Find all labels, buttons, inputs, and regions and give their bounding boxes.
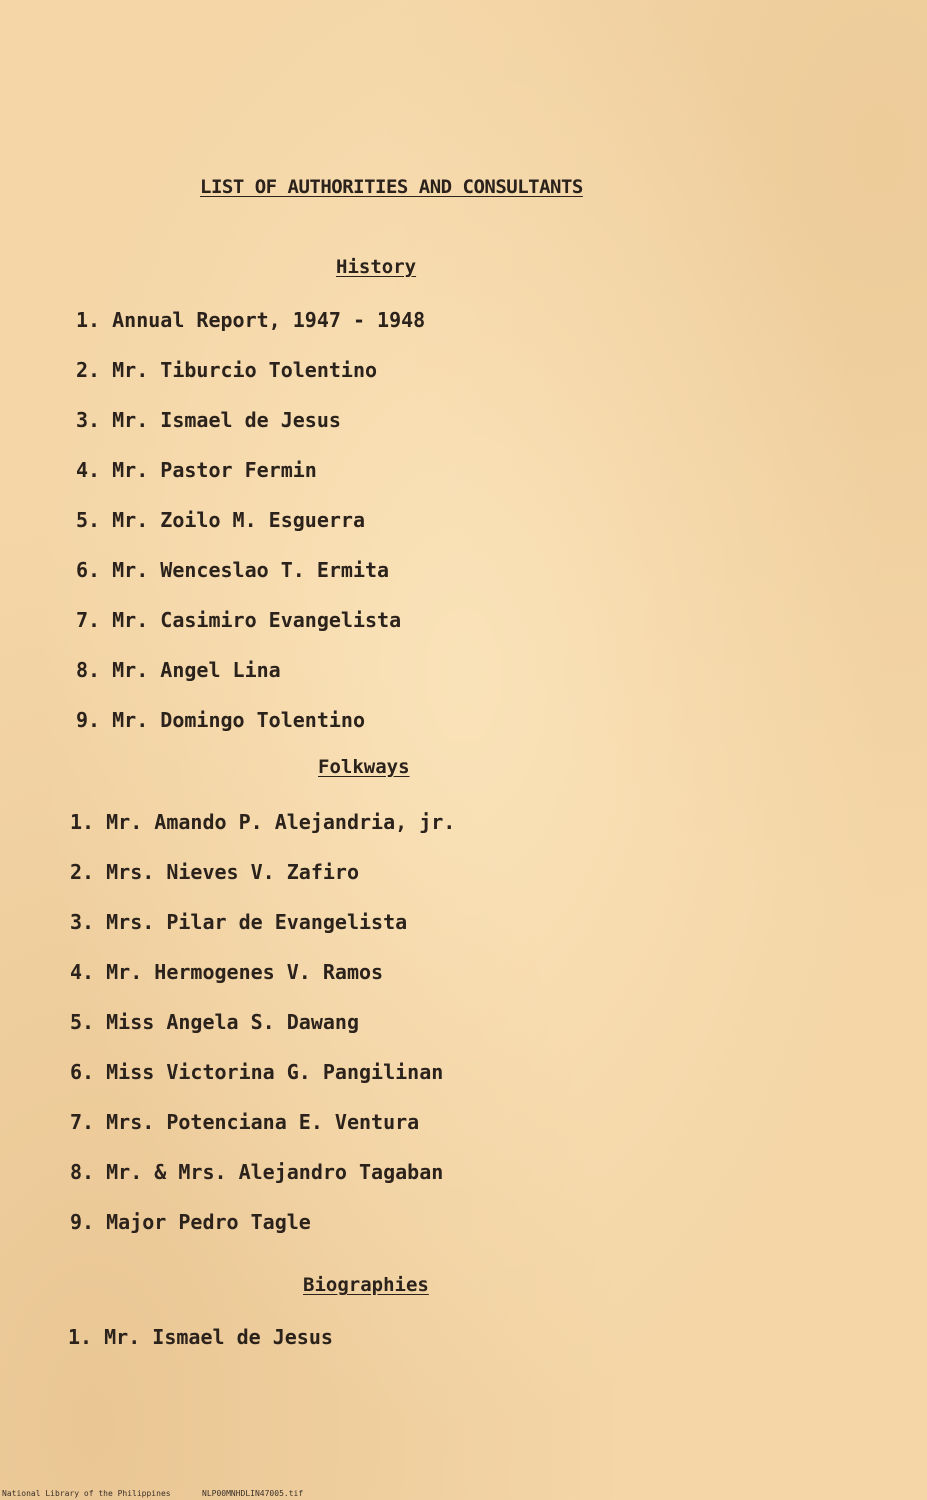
biographies-list (68, 1312, 333, 1362)
section-heading-history: History (336, 256, 417, 278)
history-list (76, 295, 425, 745)
list-item: 4. Mr. Hermogenes V. Ramos (70, 960, 384, 984)
list-item: 8. Mr. & Mrs. Alejandro Tagaban (70, 1160, 444, 1184)
list-item: 1. Annual Report, 1947 - 1948 (76, 308, 426, 332)
list-item: 7. Mr. Casimiro Evangelista (76, 608, 402, 632)
list-item: 1. Mr. Amando P. Alejandria, jr. (70, 810, 456, 834)
list-item: 8. Mr. Angel Lina (76, 658, 281, 682)
footer-filename: NLP00MNHDLIN47005.tif (202, 1489, 304, 1498)
list-item: 2. Mr. Tiburcio Tolentino (76, 358, 378, 382)
list-item: 9. Major Pedro Tagle (70, 1210, 311, 1234)
list-item: 6. Miss Victorina G. Pangilinan (70, 1060, 444, 1084)
list-item: 7. Mrs. Potenciana E. Ventura (70, 1110, 420, 1134)
list-item: 4. Mr. Pastor Fermin (76, 458, 317, 482)
list-item: 6. Mr. Wenceslao T. Ermita (76, 558, 390, 582)
list-item: 5. Mr. Zoilo M. Esguerra (76, 508, 365, 532)
document-title: LIST OF AUTHORITIES AND CONSULTANTS (200, 176, 583, 198)
list-item: 5. Miss Angela S. Dawang (70, 1010, 359, 1034)
list-item: 3. Mr. Ismael de Jesus (76, 408, 341, 432)
list-item: 2. Mrs. Nieves V. Zafiro (70, 860, 359, 884)
scan-footer (0, 1487, 927, 1500)
list-item: 3. Mrs. Pilar de Evangelista (70, 910, 408, 934)
list-item: 1. Mr. Ismael de Jesus (68, 1325, 333, 1349)
section-heading-biographies: Biographies (303, 1274, 429, 1296)
folkways-list (70, 797, 455, 1247)
list-item: 9. Mr. Domingo Tolentino (76, 708, 365, 732)
footer-library-name: National Library of the Philippines (2, 1489, 171, 1498)
section-heading-folkways: Folkways (318, 756, 410, 778)
